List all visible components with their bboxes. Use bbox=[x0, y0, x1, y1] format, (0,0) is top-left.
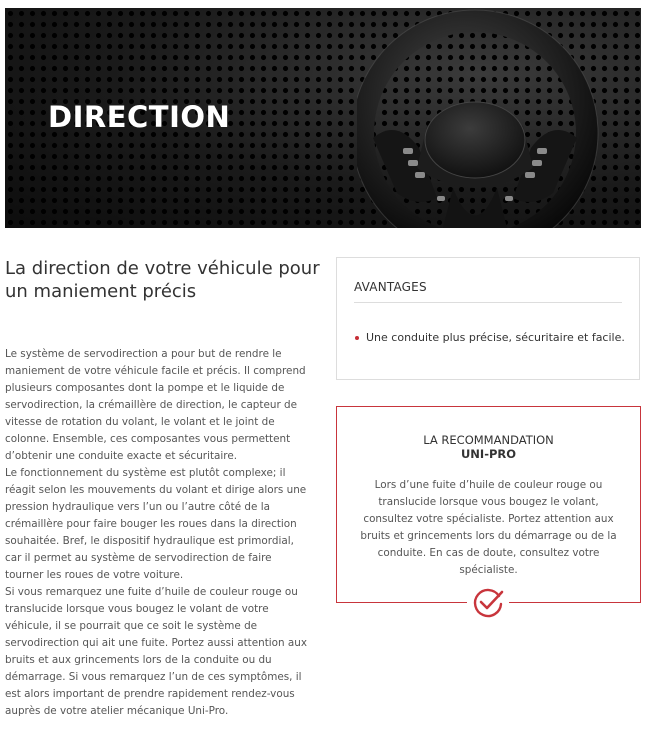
recommendation-brand: UNI-PRO bbox=[460, 447, 517, 461]
recommendation-text: Lors d’une fuite d’huile de couleur rouge ou translucide lorsque vous bougez le volant, consultez votre spécialiste. Portez attention aux bruits et grincements lors du démarrage ou de la conduite. En cas de doute, consultez votre spécialiste. bbox=[360, 479, 617, 576]
steering-wheel-image bbox=[357, 8, 641, 228]
hero-title: DIRECTION bbox=[48, 100, 231, 134]
advantages-title: AVANTAGES bbox=[354, 280, 427, 294]
recommendation-card bbox=[336, 406, 641, 603]
advantage-text: Une conduite plus précise, sécuritaire et facile. bbox=[366, 331, 625, 344]
check-circle-icon bbox=[467, 586, 509, 620]
bullet-dot-icon bbox=[355, 336, 359, 340]
recommendation-heading bbox=[337, 433, 640, 461]
recommendation-title: LA RECOMMANDATION bbox=[423, 433, 554, 447]
divider bbox=[354, 302, 622, 303]
list-item bbox=[354, 331, 625, 344]
article-heading: La direction de votre véhicule pour un maniement précis bbox=[5, 258, 320, 302]
article-paragraph: Le système de servodirection a pour but de rendre le maniement de votre véhicule facile et précis. Il comprend plusieurs composantes dont la pompe et le liquide de servodirection, la crémaillère de direction, le capteur de vitesse de rotation du volant, le volant et le joint de colonne. Ensemble, ces composantes vous permettent d’obtenir une conduite exacte et sécuritaire. bbox=[5, 348, 306, 462]
article-paragraph: Le fonctionnement du système est plutôt complexe; il réagit selon les mouvements du volant et dirige alors une pression hydraulique vers l’un ou l’autre côté de la crémaillère pour faire bouger les roues dans la direction souhaitée. Bref, le dispositif hydraulique est primordial, car il permet au système de servodirection de faire tourner les roues de votre voiture. bbox=[5, 467, 307, 581]
advantages-list bbox=[354, 331, 625, 344]
article-body bbox=[5, 346, 311, 720]
hero-banner bbox=[5, 8, 641, 228]
article-paragraph: Si vous remarquez une fuite d’huile de couleur rouge ou translucide lorsque vous bougez le volant de votre véhicule, il se pourrait que ce soit le système de servodirection qui ait une fuite. Portez aussi attention aux bruits et aux grincements lors de la conduite ou du démarrage. Si vous remarquez l’un de ces symptômes, il est alors important de prendre rapidement rendez-vous auprès de votre atelier mécanique Uni-Pro. bbox=[5, 586, 308, 717]
advantages-card bbox=[336, 257, 640, 380]
